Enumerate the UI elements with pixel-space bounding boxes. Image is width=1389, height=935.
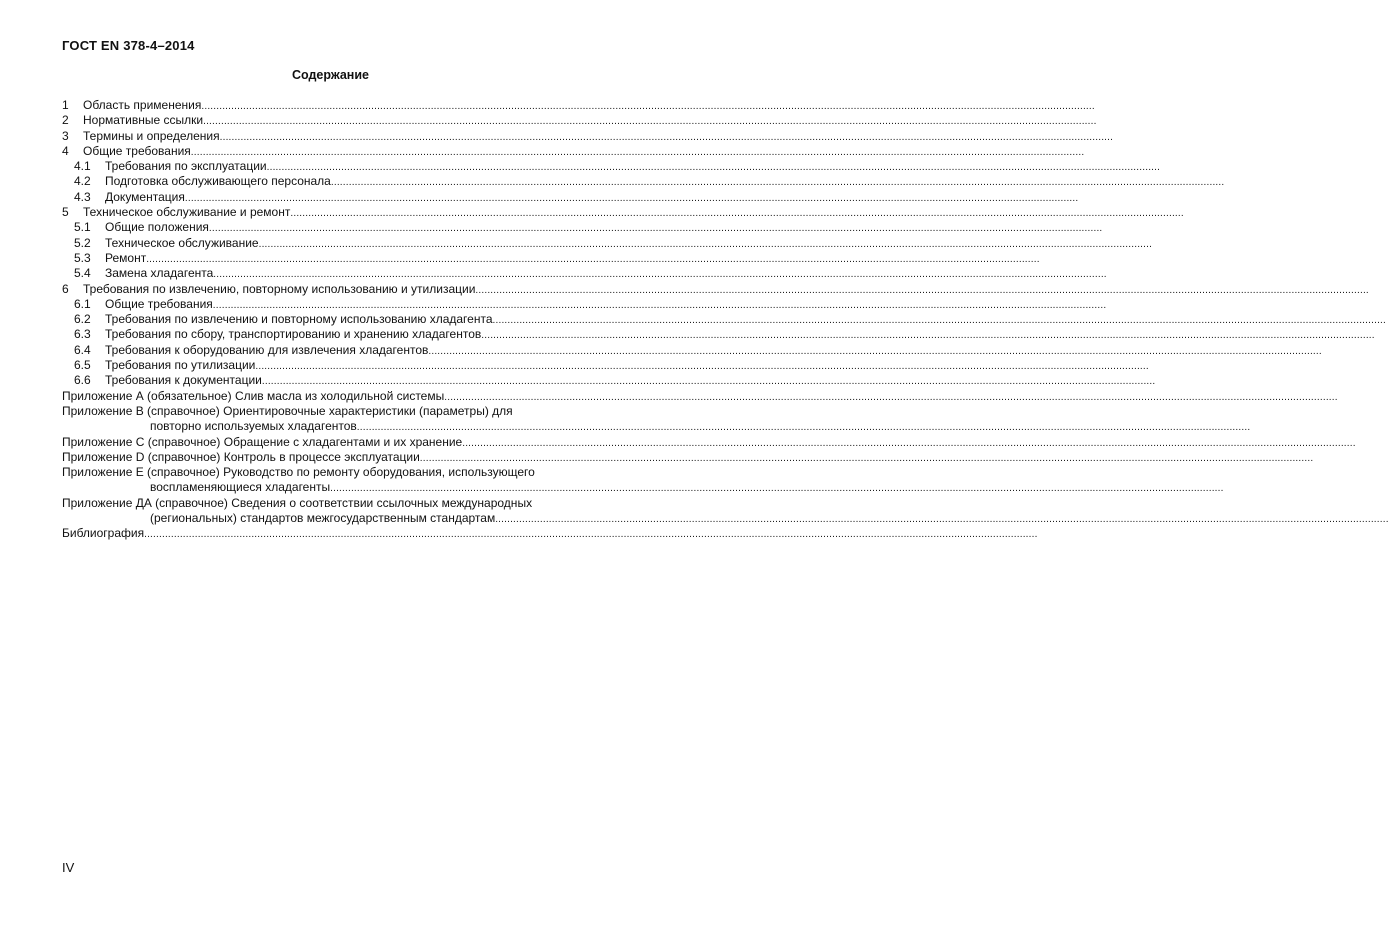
toc-entry-title: Приложение С (справочное) Обращение с хладагентами и их хранение bbox=[62, 434, 463, 449]
dot-leader: ............................................................................................................................................................................................................................................................................................................ bbox=[146, 253, 1040, 265]
toc-entry-number: 6 bbox=[62, 281, 69, 296]
toc-entry[interactable] bbox=[62, 220, 1103, 235]
toc-entry[interactable] bbox=[62, 98, 1095, 113]
toc-entry-number: 5.1 bbox=[74, 220, 91, 235]
toc-entry[interactable] bbox=[62, 526, 1038, 541]
page-number: IV bbox=[62, 860, 75, 875]
toc-entry-number: 3 bbox=[62, 128, 69, 143]
toc-entry-title: Общие требования bbox=[83, 143, 191, 158]
dot-leader: ............................................................................................................................................................................................................................................................................................................ bbox=[261, 376, 1156, 388]
dot-leader: ............................................................................................................................................................................................................................................................................................................ bbox=[462, 437, 1356, 449]
dot-leader: ............................................................................................................................................................................................................................................................................................................ bbox=[144, 529, 1038, 541]
toc-entry[interactable] bbox=[62, 511, 1389, 526]
dot-leader: ............................................................................................................................................................................................................................................................................................................ bbox=[255, 361, 1149, 373]
toc-entry[interactable] bbox=[62, 296, 1107, 312]
dot-leader: ............................................................................................................................................................................................................................................................................................................ bbox=[201, 101, 1095, 112]
toc-entry-number: 6.6 bbox=[74, 373, 91, 388]
dot-leader: ............................................................................................................................................................................................................................................................................................................ bbox=[356, 422, 1251, 434]
toc-entry[interactable] bbox=[62, 235, 1153, 251]
toc-entry-title: Требования по эксплуатации bbox=[105, 159, 267, 174]
dot-leader: ............................................................................................................................................................................................................................................................................................................ bbox=[419, 452, 1314, 464]
toc-entry-title: Требования к документации bbox=[105, 373, 262, 388]
toc-entry[interactable] bbox=[62, 496, 606, 511]
toc-entry-number: 4.2 bbox=[74, 174, 91, 189]
toc-entry-title: Техническое обслуживание и ремонт bbox=[83, 205, 291, 220]
toc-entry[interactable] bbox=[62, 281, 1369, 297]
dot-leader: ............................................................................................................................................................................................................................................................................................................ bbox=[481, 330, 1375, 342]
dot-leader: ............................................................................................................................................................................................................................................................................................................ bbox=[475, 284, 1369, 296]
toc-entry[interactable] bbox=[62, 373, 1156, 388]
toc-entry[interactable] bbox=[62, 113, 1097, 128]
toc-entry[interactable] bbox=[62, 189, 1079, 205]
toc-entry-title: Приложение А (обязательное) Слив масла из холодильной системы bbox=[62, 388, 445, 403]
toc-entry-title: Ремонт bbox=[105, 250, 147, 265]
toc-entry-title: Требования по извлечению и повторному использованию хладагента bbox=[105, 312, 493, 327]
toc-entry[interactable] bbox=[62, 159, 1161, 174]
dot-leader: ............................................................................................................................................................................................................................................................................................................ bbox=[330, 177, 1225, 189]
toc-entry-number: 4.1 bbox=[74, 159, 91, 174]
toc-entry-number: 4.3 bbox=[74, 189, 91, 204]
toc-entry[interactable] bbox=[62, 419, 1251, 434]
dot-leader: ............................................................................................................................................................................................................................................................................................................ bbox=[492, 315, 1387, 327]
dot-leader: ............................................................................................................................................................................................................................................................................................................ bbox=[219, 131, 1114, 143]
toc-entry-number: 6.4 bbox=[74, 342, 91, 357]
toc-entry[interactable] bbox=[62, 465, 606, 480]
dot-leader: ............................................................................................................................................................................................................................................................................................................ bbox=[203, 116, 1097, 128]
toc-entry-number: 5.3 bbox=[74, 250, 91, 265]
toc-entry-title: Нормативные ссылки bbox=[83, 113, 204, 128]
toc-entry[interactable] bbox=[62, 434, 1356, 450]
dot-leader: ............................................................................................................................................................................................................................................................................................................ bbox=[212, 299, 1107, 311]
toc-entry[interactable] bbox=[62, 480, 1224, 495]
toc-entry-title: Подготовка обслуживающего персонала bbox=[105, 174, 331, 189]
toc-entry-number: 1 bbox=[62, 98, 69, 112]
toc-entry-title: Термины и определения bbox=[83, 128, 220, 143]
toc-entry-title: Приложение E (справочное) Руководство по ремонту оборудования, использующего bbox=[62, 465, 535, 480]
toc-entry[interactable] bbox=[62, 143, 1085, 159]
dot-leader: ............................................................................................................................................................................................................................................................................................................ bbox=[258, 238, 1153, 250]
toc-entry-number: 4 bbox=[62, 143, 69, 158]
toc-entry-number: 5.2 bbox=[74, 235, 91, 250]
toc-entry-number: 6.2 bbox=[74, 312, 91, 327]
toc-entry-title: Документация bbox=[105, 189, 185, 204]
toc-entry-number: 6.1 bbox=[74, 296, 91, 311]
dot-leader: ............................................................................................................................................................................................................................................................................................................ bbox=[184, 192, 1079, 204]
toc-entry[interactable] bbox=[62, 388, 1338, 404]
toc-entry-title: Приложение В (справочное) Ориентировочные характеристики (параметры) для bbox=[62, 403, 513, 418]
toc-entry-title: повторно используемых хладагентов bbox=[150, 419, 357, 434]
toc-entry-number: 6.3 bbox=[74, 327, 91, 342]
toc-entry-title: Требования по сбору, транспортированию и хранению хладагентов bbox=[105, 327, 482, 342]
toc-entry[interactable] bbox=[62, 128, 1114, 144]
dot-leader: ............................................................................................................................................................................................................................................................................................................ bbox=[190, 146, 1085, 158]
dot-leader: ............................................................................................................................................................................................................................................................................................................ bbox=[266, 162, 1161, 174]
toc-entry[interactable] bbox=[62, 449, 1314, 465]
toc-entry-title: (региональных) стандартов межгосударственным стандартам bbox=[150, 511, 496, 526]
toc-entry-number: 2 bbox=[62, 113, 69, 128]
toc-entry-number: 5.4 bbox=[74, 266, 91, 281]
toc-entry[interactable] bbox=[62, 174, 1225, 189]
toc-entry-number: 6.5 bbox=[74, 358, 91, 373]
dot-leader: ............................................................................................................................................................................................................................................................................................................ bbox=[428, 345, 1322, 357]
toc-entry-title: Общие положения bbox=[105, 220, 209, 235]
toc-entry-number: 5 bbox=[62, 205, 69, 220]
toc-entry-title: Требования к оборудованию для извлечения хладагентов bbox=[105, 342, 429, 357]
dot-leader: ............................................................................................................................................................................................................................................................................................................ bbox=[290, 208, 1184, 220]
dot-leader: ............................................................................................................................................................................................................................................................................................................ bbox=[495, 514, 1389, 526]
toc-entry[interactable] bbox=[62, 312, 1387, 327]
toc-entry[interactable] bbox=[62, 342, 1322, 358]
document-header: ГОСТ EN 378-4–2014 bbox=[62, 38, 195, 53]
toc-entry-title: Приложение D (справочное) Контроль в процессе эксплуатации bbox=[62, 449, 420, 464]
table-of-contents bbox=[62, 98, 1389, 542]
dot-leader: ............................................................................................................................................................................................................................................................................................................ bbox=[208, 223, 1103, 235]
toc-entry[interactable] bbox=[62, 266, 1107, 281]
toc-entry[interactable] bbox=[62, 250, 1040, 266]
dot-leader: ............................................................................................................................................................................................................................................................................................................ bbox=[213, 269, 1107, 281]
page-title: Содержание bbox=[291, 68, 369, 82]
dot-leader: ............................................................................................................................................................................................................................................................................................................ bbox=[444, 391, 1338, 403]
toc-entry-title: Замена хладагента bbox=[105, 266, 214, 281]
toc-entry-title: Общие требования bbox=[105, 296, 213, 311]
toc-entry-title: Требования по извлечению, повторному использованию и утилизации bbox=[83, 281, 476, 296]
toc-entry-title: Требования по утилизации bbox=[105, 358, 256, 373]
toc-entry-title: воспламеняющиеся хладагенты bbox=[150, 480, 331, 495]
toc-entry[interactable] bbox=[62, 404, 606, 419]
toc-entry[interactable] bbox=[62, 205, 1184, 220]
toc-entry[interactable] bbox=[62, 327, 1375, 342]
toc-entry-title: Библиография bbox=[62, 526, 145, 541]
toc-entry-title: Техническое обслуживание bbox=[105, 235, 259, 250]
dot-leader: ............................................................................................................................................................................................................................................................................................................ bbox=[330, 483, 1224, 495]
toc-entry-title: Область применения bbox=[83, 98, 202, 112]
toc-entry[interactable] bbox=[62, 358, 1149, 373]
toc-entry-title: Приложение ДА (справочное) Сведения о соответствии ссылочных международных bbox=[62, 495, 533, 510]
